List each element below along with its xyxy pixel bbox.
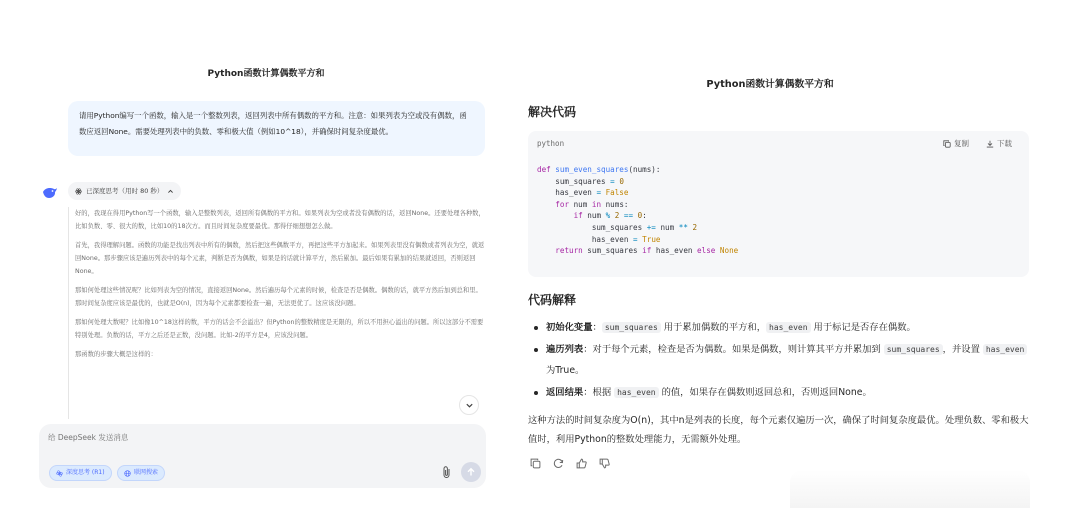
answer-title: Python函数计算偶数平方和 — [706, 79, 834, 90]
deepseek-whale-icon — [40, 182, 60, 202]
inline-code: has_even — [614, 387, 659, 398]
summary-paragraph: 这种方法的时间复杂度为O(n)，其中n是列表的长度，每个元素仅遍历一次，确保了时间复杂度最优。处理负数、零和极大值时，利用Python的整数处理能力，无需额外处理。 — [528, 415, 1029, 445]
thumbs-down-icon — [599, 458, 610, 469]
deep-think-toggle[interactable] — [49, 465, 112, 481]
download-icon — [986, 140, 994, 148]
bottom-fade-overlay — [790, 470, 1030, 508]
inline-code: sum_squares — [884, 344, 943, 355]
inline-code: has_even — [766, 322, 811, 333]
like-button[interactable] — [574, 456, 588, 470]
bullet-text: 根据 — [592, 387, 615, 398]
bullet-text: 对于每个元素，检查是否为偶数。如果是偶数，则计算其平方并累加到 — [592, 344, 884, 355]
bullet-title: 返回结果 — [546, 387, 584, 398]
bullet-text: 为True。 — [546, 365, 585, 376]
web-search-toggle[interactable] — [117, 465, 165, 481]
bullet-text: 用于标记是否存在偶数。 — [810, 322, 916, 333]
arrow-up-icon — [466, 467, 476, 477]
download-button[interactable] — [986, 138, 1012, 149]
copy-icon — [530, 458, 541, 469]
think-paragraph: 那函数的步骤大概是这样的： — [75, 351, 157, 358]
think-paragraph: 那如何处理大数呢？比如像10^18这样的数，平方的话会不会溢出？但Python的整数精度是无限的，所以不用担心溢出的问题。所以这部分不需要特别处理。负数的话，平方之后还是正数，没问题。比如-2的平方是4，应该没问题。 — [75, 319, 484, 339]
think-paragraph: 好的，我现在得用Python写一个函数，输入是整数列表，返回所有偶数的平方和。如果列表为空或者没有偶数的话，返回None。还要处理各种数，比如负数、零、很大的数，比如10的18次方。而且时间复杂度要最优。那得仔细想想怎么做。 — [75, 210, 485, 230]
think-label: 已深度思考（用时 80 秒） — [86, 187, 164, 195]
chevron-up-icon — [167, 188, 174, 195]
code-block — [528, 131, 1029, 277]
paperclip-icon[interactable] — [441, 465, 453, 479]
atom-icon — [56, 470, 63, 477]
chat-left-panel — [0, 0, 520, 508]
code-header — [528, 131, 1029, 157]
bullet-sep: ： — [592, 322, 602, 333]
list-item — [528, 339, 1033, 381]
answer-right-panel — [520, 0, 1080, 508]
chevron-down-icon — [465, 401, 474, 410]
bullet-title: 初始化变量 — [546, 322, 593, 333]
deep-think-label: 深度思考 (R1) — [66, 469, 105, 476]
think-toggle-button[interactable] — [68, 182, 181, 200]
explain-list — [528, 317, 1033, 404]
code-language: python — [537, 139, 565, 148]
message-actions — [528, 456, 611, 470]
download-label: 下载 — [997, 139, 1012, 148]
inline-code: has_even — [983, 344, 1028, 355]
globe-icon — [124, 470, 131, 477]
copy-icon — [943, 140, 951, 148]
conversation-title: Python函数计算偶数平方和 — [207, 69, 325, 79]
dislike-button[interactable] — [597, 456, 611, 470]
send-button[interactable] — [461, 462, 481, 482]
web-search-label: 联网搜索 — [134, 469, 159, 476]
bullet-title: 遍历列表 — [546, 344, 584, 355]
think-paragraph: 首先，我得理解问题。函数的功能是找出列表中所有的偶数，然后把这些偶数平方，再把这些平方加起来。如果列表里没有偶数或者列表为空，就返回None。那步骤应该是遍历列表中的每个元素，判断是否为偶数，如果是的话就计算平方，然后累加。最后如果有累加的结果就返回，否则返回None。 — [75, 242, 485, 275]
bullet-text: 用于累加偶数的平方和， — [660, 322, 767, 333]
regenerate-icon — [553, 458, 564, 469]
message-input[interactable] — [48, 433, 448, 442]
bullet-text: ，并设置 — [942, 344, 983, 355]
solution-heading: 解决代码 — [528, 105, 577, 119]
regenerate-button[interactable] — [551, 456, 565, 470]
thumbs-up-icon — [576, 458, 587, 469]
message-composer — [39, 424, 486, 488]
copy-label: 复制 — [954, 139, 969, 148]
bullet-text: 的值，如果存在偶数则返回总和，否则返回None。 — [658, 387, 872, 398]
code-content: def sum_even_squares(nums): sum_squares = 0 has_even = False for num in nums: if num % 2 == 0: sum_squares += num ** 2 has_even = True return sum_squares if has_even else None — [537, 165, 739, 256]
list-item — [528, 317, 1033, 338]
atom-icon — [75, 188, 82, 195]
thinking-content — [68, 207, 486, 419]
user-message: 请用Python编写一个函数，输入是一个整数列表，返回列表中所有偶数的平方和。注意：如果列表为空或没有偶数，函数应返回None。需要处理列表中的负数、零和极大值（例如10^18），并确保时间复杂度最优。 — [68, 101, 485, 156]
list-item — [528, 382, 1033, 403]
scroll-down-button[interactable] — [459, 395, 479, 415]
think-paragraph: 那如何处理这些情况呢？比如列表为空的情况，直接返回None。然后遍历每个元素的时候，检查是否是偶数。偶数的话，就平方然后加到总和里。那时间复杂度应该是最优的，也就是O(n)，因为每个元素都要检查一遍，无法更优了。这应该没问题。 — [75, 287, 482, 307]
bullet-sep: ： — [583, 344, 593, 355]
copy-response-button[interactable] — [528, 456, 542, 470]
explain-heading: 代码解释 — [528, 293, 577, 307]
copy-button[interactable] — [943, 138, 969, 149]
inline-code: sum_squares — [602, 322, 661, 333]
bullet-sep: ： — [583, 387, 593, 398]
